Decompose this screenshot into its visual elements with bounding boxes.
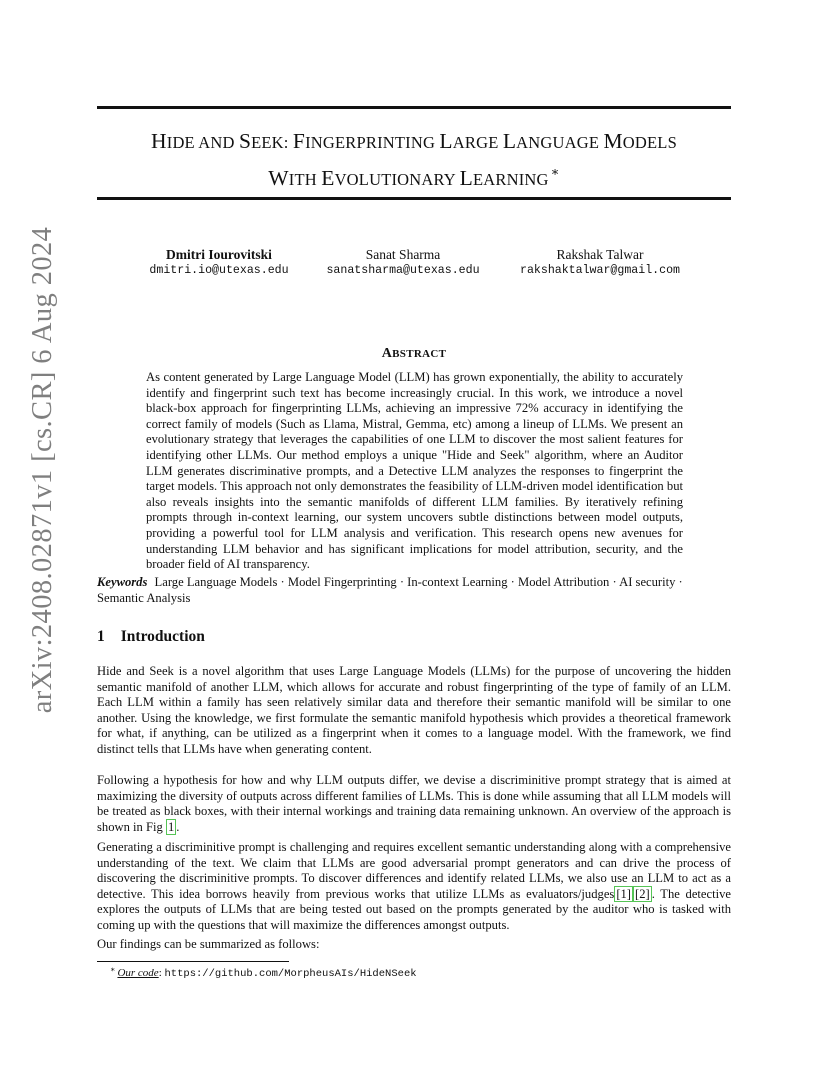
section-heading	[97, 628, 205, 646]
arxiv-identifier: arXiv:2408.02871v1 [cs.CR] 6 Aug 2024	[27, 226, 58, 714]
keywords-label: Keywords	[97, 575, 148, 589]
paper-title	[97, 127, 731, 194]
footnote-label: Our code	[117, 967, 159, 979]
intro-paragraph-4: Our findings can be summarized as follows:	[97, 937, 320, 951]
author-email: sanatsharma@utexas.edu	[326, 264, 480, 277]
footnote-marker: ∗	[110, 965, 116, 974]
author-1	[146, 246, 292, 279]
abstract-heading: ABSTRACT	[381, 346, 447, 361]
figure-reference-link[interactable]: 1	[167, 819, 175, 834]
intro-paragraph-2: Following a hypothesis for how and why LLM outputs differ, we devise a discriminitive prompt strategy that is aimed at maximizing the diversity of outputs across different families of LLMs. This is done while assuming that all LLM models will be treated as black boxes, with their internal workings and training data remaining unknown. An overview of the approach is shown in Fig 1 .	[97, 773, 731, 834]
keywords	[97, 575, 731, 606]
title-footnote-marker: ∗	[550, 164, 560, 179]
author-name: Dmitri Iourovitski	[166, 247, 272, 262]
footnote: ∗ Our code: https://github.com/MorpheusAIs/HideNSeek	[110, 965, 417, 980]
author-2	[318, 246, 488, 279]
intro-paragraph-1: Hide and Seek is a novel algorithm that uses Large Language Models (LLMs) for the purpose of uncovering the hidden semantic manifold of another LLM, which allows for accurate and robust fingerprinting of the type of family of an LLM. Each LLM within a family has seen relatively similar data and therefore their semantic manifold will be similar to one another. Using the knowledge, we first formulate the semantic manifold hypothesis which provides a theoretical framework for what, if anything, can be utilized as a fingerprint when it comes to a language model. With the framework, we find distinct tells that LLMs have when generating content.	[97, 664, 731, 756]
author-3	[510, 246, 690, 279]
citation-link-1[interactable]: [1]	[616, 886, 631, 901]
author-email: dmitri.io@utexas.edu	[149, 264, 289, 277]
author-name: Rakshak Talwar	[556, 247, 644, 262]
keywords-text: Large Language Models · Model Fingerprinting · In-context Learning · Model Attribution · AI security · Semantic Analysis	[97, 575, 683, 605]
title-line-1: HIDE AND SEEK: FINGERPRINTING LARGE LANGUAGE MODELS	[151, 129, 677, 153]
author-name: Sanat Sharma	[365, 247, 441, 262]
title-line-2: WITH EVOLUTIONARY LEARNING ∗	[268, 164, 560, 190]
abstract-text: As content generated by Large Language Model (LLM) has grown exponentially, the ability to accurately identify and fingerprint such text has become increasingly crucial. In this work, we introduce a novel black-box approach for fingerprinting LLMs, achieving an impressive 72% accuracy in identifying the correct family of models (Such as Llama, Mistral, Gemma, etc) among a lineup of LLMs. We present an evolutionary strategy that leverages the capabilities of one LLM to discover the most salient features for identifying other LLMs. Our method employs a unique "Hide and Seek" algorithm, where an Auditor LLM generates discriminative prompts, and a Detective LLM analyzes the responses to fingerprint the target models. This approach not only demonstrates the feasibility of LLM-driven model identification but also reveals insights into the semantic manifolds of different LLM families. By iteratively refining prompts through in-context learning, our system uncovers subtle distinctions between model outputs, providing a powerful tool for LLM analysis and verification. This research opens new avenues for understanding LLM behavior and has significant implications for model attribution, security, and the broader field of AI transparency.	[146, 370, 683, 572]
intro-paragraph-3: Generating a discriminitive prompt is challenging and requires excellent semantic understanding along with a comprehensive understanding of the text. We claim that LLMs are good adversarial prompt generators and can drive the process of discovering the discriminitive prompts. To discover differences and identify related LLMs, we also use an LLM to act as a detective. This idea borrows heavily from previous works that utilize LLMs as evaluators/judges [1] [2] . The detective explores the outputs of LLMs that are being tested out based on the prompts generated by the auditor who is tasked with coming up with the questions that will maximize the differences amongst outputs.	[97, 840, 731, 932]
title-bottom-rule	[97, 197, 731, 200]
footnote-rule	[97, 961, 289, 962]
title-top-rule	[97, 106, 731, 109]
author-email: rakshaktalwar@gmail.com	[519, 264, 681, 277]
section-number: 1	[97, 628, 105, 645]
code-repository-link[interactable]: https://github.com/MorpheusAIs/HideNSeek	[164, 968, 417, 980]
citation-link-2[interactable]: [2]	[635, 886, 650, 901]
section-title: Introduction	[120, 628, 205, 645]
